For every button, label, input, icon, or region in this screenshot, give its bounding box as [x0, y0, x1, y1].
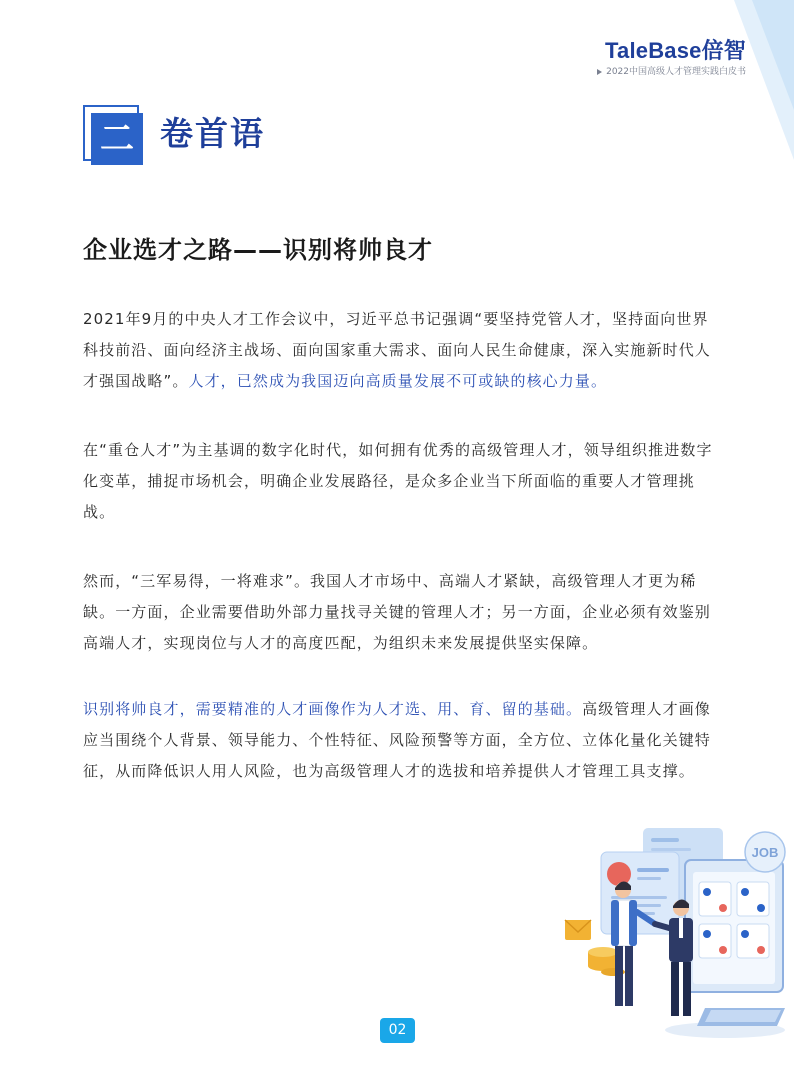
- job-bubble: [745, 832, 785, 872]
- page-number: 02: [380, 1018, 415, 1043]
- monitor: [685, 860, 783, 992]
- corner-decoration: [734, 0, 794, 160]
- chapter-number-badge: [83, 105, 145, 167]
- paragraph-1-text: 2021年9月的中央人才工作会议中，习近平总书记强调“要坚持党管人才，坚持面向世界科技前沿、面向经济主战场、面向国家重大需求、面向人民生命健康，深入实施新时代人才强国战略”。: [83, 310, 711, 390]
- paragraph-4-text: 高级管理人才画像应当围绕个人背景、领导能力、个性特征、风险预警等方面，全方位、立体化量化关键特征，从而降低识人用人风险，也为高级管理人才的选拔和培养提供人才管理工具支撑。: [83, 700, 711, 780]
- paragraph-4-highlight: 识别将帅良才，需要精准的人才画像作为人才选、用、育、留的基础。: [83, 700, 583, 718]
- envelope-icon: [565, 920, 591, 940]
- article-title: 企业选才之路——识别将帅良才: [83, 236, 433, 264]
- chapter-number: 二: [91, 113, 143, 165]
- chapter-title: 卷首语: [160, 114, 265, 153]
- paragraph-1: [83, 304, 713, 397]
- report-title: 2022中国高级人才管理实践白皮书: [606, 67, 746, 77]
- paragraph-2: 在“重仓人才”为主基调的数字化时代，如何拥有优秀的高级管理人才，领导组织推进数字化变革，捕捉市场机会，明确企业发展路径，是众多企业当下所面临的重要人才管理挑战。: [83, 441, 713, 521]
- paragraph-4: [83, 694, 713, 787]
- paragraph-3: 然而，“三军易得，一将难求”。我国人才市场中、高端人才紧缺，高级管理人才更为稀缺。一方面，企业需要借助外部力量找寻关键的管理人才；另一方面，企业必须有效鉴别高端人才，实现岗位与人才的高度匹配，为组织未来发展提供坚实保障。: [83, 572, 711, 652]
- brand-subtitle: [597, 66, 746, 78]
- recruitment-illustration: [555, 812, 794, 1044]
- job-label: JOB: [751, 845, 779, 860]
- brand-logo: TaleBase倍智: [605, 38, 746, 63]
- paragraph-1-highlight: 人才，已然成为我国迈向高质量发展不可或缺的核心力量。: [188, 372, 608, 390]
- brand-header: [597, 38, 746, 78]
- keyboard: [697, 1008, 785, 1026]
- triangle-icon: [597, 69, 602, 75]
